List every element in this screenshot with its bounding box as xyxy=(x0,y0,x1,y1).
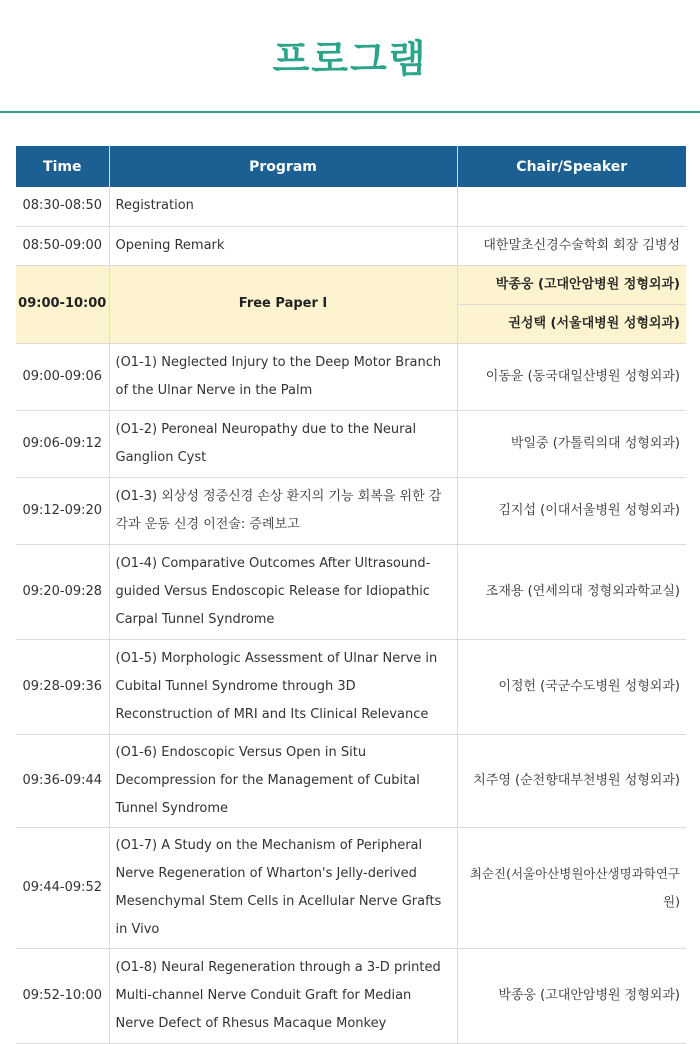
row-speaker: 김지섭 (이대서울병원 성형외과) xyxy=(457,477,686,544)
row-time: 09:06-09:12 xyxy=(16,410,109,477)
table-row xyxy=(16,948,686,1043)
session-chair: 권성택 (서울대병원 성형외과) xyxy=(457,304,686,343)
row-time: 09:52-10:00 xyxy=(16,948,109,1043)
header-speaker: Chair/Speaker xyxy=(457,146,686,187)
row-time: 09:28-09:36 xyxy=(16,639,109,734)
row-speaker: 박일중 (가톨릭의대 성형외과) xyxy=(457,410,686,477)
row-time: 09:44-09:52 xyxy=(16,827,109,948)
row-time: 09:00-09:06 xyxy=(16,343,109,410)
row-program: (O1-5) Morphologic Assessment of Ulnar Nerve in Cubital Tunnel Syndrome through 3D Reconstruction of MRI and Its Clinical Relevance xyxy=(109,639,457,734)
row-program: (O1-2) Peroneal Neuropathy due to the Neural Ganglion Cyst xyxy=(109,410,457,477)
row-speaker: 박종웅 (고대안암병원 정형외과) xyxy=(457,948,686,1043)
row-program: (O1-6) Endoscopic Versus Open in Situ Decompression for the Management of Cubital Tunnel Syndrome xyxy=(109,734,457,827)
table-row xyxy=(16,343,686,410)
session-chair: 박종웅 (고대안암병원 정형외과) xyxy=(457,265,686,304)
row-program: (O1-1) Neglected Injury to the Deep Motor Branch of the Ulnar Nerve in the Palm xyxy=(109,343,457,410)
header-time: Time xyxy=(16,146,109,187)
row-time: 08:50-09:00 xyxy=(16,226,109,265)
header-program: Program xyxy=(109,146,457,187)
row-speaker: 이동윤 (동국대일산병원 성형외과) xyxy=(457,343,686,410)
table-row xyxy=(16,410,686,477)
table-header-row xyxy=(16,146,686,187)
session-row xyxy=(16,265,686,304)
row-program: Opening Remark xyxy=(109,226,457,265)
row-program: Registration xyxy=(109,187,457,226)
row-speaker: 치주영 (순천향대부천병원 성형외과) xyxy=(457,734,686,827)
row-time: 09:12-09:20 xyxy=(16,477,109,544)
table-row xyxy=(16,734,686,827)
row-time: 09:20-09:28 xyxy=(16,544,109,639)
row-program: (O1-3) 외상성 정중신경 손상 환지의 기능 회복을 위한 감각과 운동 신경 이전술: 증례보고 xyxy=(109,477,457,544)
session-time: 09:00-10:00 xyxy=(16,265,109,343)
row-time: 09:36-09:44 xyxy=(16,734,109,827)
program-table xyxy=(16,146,686,1044)
row-program: (O1-8) Neural Regeneration through a 3-D printed Multi-channel Nerve Conduit Graft for Median Nerve Defect of Rhesus Macaque Monkey xyxy=(109,948,457,1043)
row-speaker: 대한말초신경수술학회 회장 김병성 xyxy=(457,226,686,265)
page-title: 프로그램 xyxy=(272,37,428,81)
row-program: (O1-7) A Study on the Mechanism of Peripheral Nerve Regeneration of Wharton's Jelly-derived Mesenchymal Stem Cells in Acellular Nerve Grafts in Vivo xyxy=(109,827,457,948)
table-row xyxy=(16,544,686,639)
row-program: (O1-4) Comparative Outcomes After Ultrasound-guided Versus Endoscopic Release for Idiopathic Carpal Tunnel Syndrome xyxy=(109,544,457,639)
table-row xyxy=(16,477,686,544)
row-speaker xyxy=(457,187,686,226)
row-speaker: 이정헌 (국군수도병원 성형외과) xyxy=(457,639,686,734)
header xyxy=(0,0,700,113)
table-row xyxy=(16,639,686,734)
session-title: Free Paper I xyxy=(109,265,457,343)
table-row xyxy=(16,827,686,948)
table-row xyxy=(16,187,686,226)
row-speaker: 조재용 (연세의대 정형외과학교실) xyxy=(457,544,686,639)
table-row xyxy=(16,226,686,265)
row-speaker: 최순진(서울아산병원아산생명과학연구원) xyxy=(457,827,686,948)
row-time: 08:30-08:50 xyxy=(16,187,109,226)
